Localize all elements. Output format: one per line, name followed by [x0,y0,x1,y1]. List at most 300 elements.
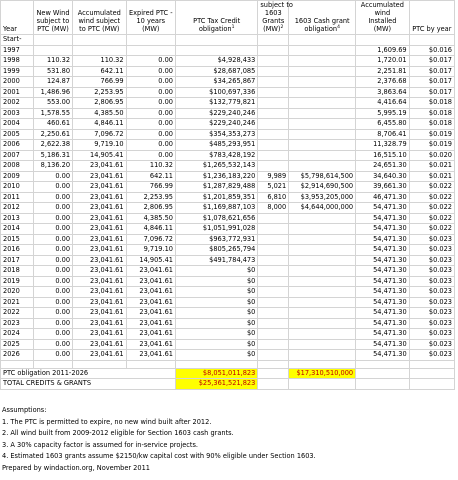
cell-installed: 6,455.80 [356,119,410,130]
cell-expired: 23,041.61 [126,297,175,308]
cell-installed: 54,471.30 [356,318,410,329]
table-row [1,66,455,77]
cell-expired: 0.00 [126,56,175,67]
cell-accumulated: 23,041.61 [73,287,127,298]
cell-ptc-obligation: $1,201,859,351 [175,192,257,203]
cell-new-wind: 0.00 [33,318,72,329]
cell-cash-grant: $2,914,690,500 [289,182,356,193]
cell-installed: 54,471.30 [356,339,410,350]
cell-cash-grant: $5,798,614,500 [289,171,356,182]
table-row [1,140,455,151]
cell-new-wind: 0.00 [33,234,72,245]
cell-installed [356,35,410,46]
empty-cell [1,360,34,368]
empty-cell [33,360,72,368]
cell-accumulated: 110.32 [73,56,127,67]
cell-grants [258,308,289,319]
cell-installed: 54,471.30 [356,266,410,277]
cell-new-wind: 0.00 [33,276,72,287]
cell-expired: 14,905.41 [126,255,175,266]
cell-cash-grant [289,276,356,287]
cell-year: 2001 [1,87,34,98]
table-row [1,224,455,235]
cell-year: 2002 [1,98,34,109]
cell-ptc-by-year: $0.017 [409,87,454,98]
table-row [1,35,455,46]
header-ptc-by-year: PTC by year [409,1,454,35]
cell-grants [258,108,289,119]
cell-ptc-obligation [175,45,257,56]
cell-ptc-obligation [175,35,257,46]
cell-new-wind: 0.00 [33,350,72,361]
cell-ptc-by-year: $0.020 [409,150,454,161]
cell-ptc-by-year: $0.023 [409,350,454,361]
cell-expired: 23,041.61 [126,276,175,287]
cell-grants [258,150,289,161]
cell-expired: 23,041.61 [126,350,175,361]
cell-ptc-obligation: $0 [175,339,257,350]
cell-expired: 4,385.50 [126,213,175,224]
cell-accumulated: 23,041.61 [73,213,127,224]
cell-ptc-by-year: $0.023 [409,287,454,298]
cell-year: 2004 [1,119,34,130]
cell-ptc-by-year: $0.023 [409,245,454,256]
cell-expired: 23,041.61 [126,308,175,319]
cell-accumulated: 23,041.61 [73,318,127,329]
cell-grants: 6,810 [258,192,289,203]
table-row [1,339,455,350]
table-row [1,255,455,266]
cell-accumulated: 7,096.72 [73,129,127,140]
cell-ptc-by-year: $0.023 [409,276,454,287]
table-row [1,266,455,277]
cell-new-wind: 8,136.20 [33,161,72,172]
empty-cell [356,360,410,368]
cell-installed: 16,515.10 [356,150,410,161]
header-grants: subject to 1603 Grants (MW)$^2$ [258,1,289,35]
cell-cash-grant [289,318,356,329]
cell-ptc-by-year: $0.019 [409,129,454,140]
cell-ptc-obligation: $0 [175,308,257,319]
cell-year: 2000 [1,77,34,88]
cell-ptc-by-year: $0.022 [409,224,454,235]
cell-accumulated: 642.11 [73,66,127,77]
cell-year: 2008 [1,161,34,172]
cell-grants [258,35,289,46]
table-row [1,108,455,119]
notes-heading: Assumptions: [2,406,47,414]
table-row [1,171,455,182]
cell-installed: 54,471.30 [356,308,410,319]
cell-installed: 1,609.69 [356,45,410,56]
cell-grants [258,234,289,245]
cell-new-wind: 0.00 [33,245,72,256]
cell-installed: 3,863.64 [356,87,410,98]
cell-cash-grant [289,234,356,245]
cell-year: 2018 [1,266,34,277]
cell-year: 1997 [1,45,34,56]
cell-year: 2023 [1,318,34,329]
cell-year: 2009 [1,171,34,182]
cell-ptc-by-year: $0.023 [409,308,454,319]
cell-grants [258,287,289,298]
cell-ptc-obligation: $1,265,532,143 [175,161,257,172]
cell-expired: 7,096.72 [126,234,175,245]
cell-accumulated: 23,041.61 [73,350,127,361]
cell-new-wind: 553.00 [33,98,72,109]
cell-expired: 0.00 [126,150,175,161]
empty-cell [73,360,127,368]
cell-grants [258,87,289,98]
cell-cash-grant [289,224,356,235]
cell-ptc-obligation: $354,353,273 [175,129,257,140]
cell-expired: 23,041.61 [126,339,175,350]
table-row [1,350,455,361]
cell-installed: 54,471.30 [356,297,410,308]
table-row [1,203,455,214]
cell-cash-grant [289,339,356,350]
cell-installed: 11,328.79 [356,140,410,151]
cell-cash-grant [289,87,356,98]
cell-new-wind: 0.00 [33,329,72,340]
cell-new-wind: 2,250.61 [33,129,72,140]
cell-ptc-by-year: $0.023 [409,339,454,350]
cell-installed: 24,651.30 [356,161,410,172]
cell-ptc-by-year: $0.016 [409,45,454,56]
cell-expired: 642.11 [126,171,175,182]
cell-installed: 8,706.41 [356,129,410,140]
cell-cash-grant [289,308,356,319]
cell-installed: 1,720.01 [356,56,410,67]
table-row [1,161,455,172]
cell-grants: 5,021 [258,182,289,193]
cell-ptc-by-year: $0.023 [409,266,454,277]
cell-grants [258,161,289,172]
cell-new-wind: 0.00 [33,308,72,319]
cell-expired: 9,719.10 [126,245,175,256]
header-row [1,1,455,35]
cell-year: 2017 [1,255,34,266]
cell-installed: 54,471.30 [356,350,410,361]
cell-expired [126,35,175,46]
cell-installed: 54,471.30 [356,329,410,340]
cell-year: 2014 [1,224,34,235]
cell-accumulated: 2,253.95 [73,87,127,98]
cell-year: 2025 [1,339,34,350]
cell-ptc-obligation: $491,784,473 [175,255,257,266]
cell-grants [258,318,289,329]
cell-ptc-by-year: $0.023 [409,318,454,329]
table-row [1,318,455,329]
cell-grants [258,77,289,88]
cell-accumulated: 2,806.95 [73,98,127,109]
cell-grants [258,66,289,77]
cell-ptc-obligation: $28,687,085 [175,66,257,77]
cell-expired: 0.00 [126,66,175,77]
cell-new-wind [33,45,72,56]
empty-cell [258,379,289,390]
empty-cell [289,360,356,368]
cell-ptc-by-year: $0.023 [409,329,454,340]
cell-year: 2003 [1,108,34,119]
cell-cash-grant [289,150,356,161]
table-row [1,129,455,140]
cell-grants [258,266,289,277]
header-cash-grant: 1603 Cash grant obligation$^4$ [289,1,356,35]
cell-ptc-by-year: $0.017 [409,77,454,88]
cell-ptc-by-year: $0.018 [409,119,454,130]
cell-ptc-by-year: $0.022 [409,213,454,224]
cell-ptc-obligation: $1,236,183,220 [175,171,257,182]
cell-installed: 54,471.30 [356,287,410,298]
cell-ptc-obligation: $0 [175,329,257,340]
cell-grants [258,245,289,256]
cell-expired: 2,806.95 [126,203,175,214]
cell-ptc-obligation: $132,779,821 [175,98,257,109]
cell-expired [126,45,175,56]
cell-accumulated: 4,385.50 [73,108,127,119]
cell-accumulated [73,35,127,46]
cell-expired: 23,041.61 [126,266,175,277]
cell-year: 2012 [1,203,34,214]
cell-year: 1998 [1,56,34,67]
ptc-obligation-label: PTC obligation 2011-2026 [1,368,176,379]
cell-new-wind: 0.00 [33,297,72,308]
cell-accumulated: 23,041.61 [73,192,127,203]
cell-cash-grant [289,297,356,308]
table-row [1,308,455,319]
cell-cash-grant: $4,644,000,000 [289,203,356,214]
table-row [1,245,455,256]
ptc-obligation-row [1,368,455,379]
cell-installed: 54,471.30 [356,245,410,256]
cell-grants [258,350,289,361]
cell-accumulated: 23,041.61 [73,224,127,235]
cell-new-wind: 0.00 [33,213,72,224]
table-row [1,87,455,98]
cell-accumulated: 23,041.61 [73,234,127,245]
cell-cash-grant [289,98,356,109]
cell-ptc-obligation: $1,169,887,103 [175,203,257,214]
cell-cash-grant [289,66,356,77]
note-line: 4. Estimated 1603 grants assume $2150/kw capital cost with 90% eligible under Section 1603. [2,452,316,460]
cell-installed: 39,661.30 [356,182,410,193]
cell-accumulated: 23,041.61 [73,329,127,340]
cell-cash-grant [289,77,356,88]
cell-accumulated: 23,041.61 [73,297,127,308]
table-row [1,119,455,130]
cell-grants [258,98,289,109]
cell-ptc-obligation: $34,265,867 [175,77,257,88]
cell-year: 2005 [1,129,34,140]
cell-cash-grant [289,287,356,298]
cell-ptc-obligation: $0 [175,350,257,361]
cell-accumulated [73,45,127,56]
cell-ptc-by-year: $0.023 [409,255,454,266]
cell-ptc-obligation: $4,928,433 [175,56,257,67]
cell-new-wind: 5,186.31 [33,150,72,161]
cell-expired: 23,041.61 [126,318,175,329]
table-row [1,192,455,203]
cell-ptc-by-year: $0.018 [409,108,454,119]
cell-ptc-by-year [409,35,454,46]
cell-ptc-obligation: $1,287,829,488 [175,182,257,193]
cell-cash-grant [289,35,356,46]
cell-ptc-obligation: $783,428,192 [175,150,257,161]
cell-grants [258,140,289,151]
cell-expired: 0.00 [126,98,175,109]
cell-expired: 0.00 [126,77,175,88]
cell-expired: 0.00 [126,108,175,119]
cell-accumulated: 23,041.61 [73,308,127,319]
cell-installed: 54,471.30 [356,203,410,214]
cell-accumulated: 23,041.61 [73,339,127,350]
cell-installed: 5,995.19 [356,108,410,119]
cell-installed: 54,471.30 [356,255,410,266]
cell-expired: 0.00 [126,129,175,140]
cell-ptc-by-year: $0.022 [409,192,454,203]
cell-accumulated: 23,041.61 [73,161,127,172]
cell-grants [258,119,289,130]
cell-cash-grant: $3,953,205,000 [289,192,356,203]
total-value: $25,361,521,823 [175,379,257,390]
cell-ptc-by-year: $0.017 [409,66,454,77]
cell-expired: 0.00 [126,119,175,130]
cell-accumulated: 23,041.61 [73,276,127,287]
empty-cell [175,360,257,368]
assumptions-notes [2,405,452,474]
cell-accumulated: 766.99 [73,77,127,88]
cell-expired: 0.00 [126,87,175,98]
cell-new-wind: 0.00 [33,266,72,277]
cell-cash-grant [289,213,356,224]
cell-cash-grant [289,329,356,340]
cell-year: 2019 [1,276,34,287]
table-row [1,276,455,287]
cell-new-wind [33,35,72,46]
cell-ptc-obligation: $0 [175,318,257,329]
cell-installed: 34,640.30 [356,171,410,182]
cell-grants [258,45,289,56]
cell-accumulated: 23,041.61 [73,245,127,256]
cell-new-wind: 0.00 [33,224,72,235]
table-row [1,77,455,88]
header-year: Year [1,1,34,35]
cell-installed: 54,471.30 [356,213,410,224]
cell-ptc-obligation: $100,697,336 [175,87,257,98]
cell-cash-grant [289,45,356,56]
cell-new-wind: 1,486.96 [33,87,72,98]
table-row [1,287,455,298]
cell-ptc-by-year: $0.022 [409,203,454,214]
cell-installed: 4,416.64 [356,98,410,109]
cell-new-wind: 124.87 [33,77,72,88]
cell-grants [258,213,289,224]
cell-installed: 2,376.68 [356,77,410,88]
cell-expired: 0.00 [126,140,175,151]
header-accumulated: Accumulated wind subject to PTC (MW) [73,1,127,35]
cell-ptc-obligation: $0 [175,297,257,308]
cell-year: 2006 [1,140,34,151]
cell-installed: 46,471.30 [356,192,410,203]
cell-year: 2015 [1,234,34,245]
empty-cell [126,360,175,368]
cell-year: 2007 [1,150,34,161]
cell-year: 1999 [1,66,34,77]
cell-ptc-obligation: $229,240,246 [175,119,257,130]
cell-cash-grant [289,350,356,361]
note-line: Prepared by windaction.org, November 2011 [2,463,150,472]
cell-accumulated: 23,041.61 [73,182,127,193]
cell-installed: 2,251.81 [356,66,410,77]
cell-expired: 4,846.11 [126,224,175,235]
cell-cash-grant [289,255,356,266]
cell-cash-grant [289,119,356,130]
cell-ptc-obligation: $1,051,991,028 [175,224,257,235]
note-line: 1. The PTC is permitted to expire, no new wind built after 2012. [2,417,212,426]
cell-accumulated: 23,041.61 [73,203,127,214]
empty-cell [356,379,410,390]
cell-new-wind: 0.00 [33,192,72,203]
empty-cell [356,368,410,379]
cell-expired: 23,041.61 [126,329,175,340]
cell-grants [258,339,289,350]
table-row [1,182,455,193]
cell-accumulated: 23,041.61 [73,255,127,266]
cell-installed: 54,471.30 [356,276,410,287]
cell-year: 2022 [1,308,34,319]
cell-ptc-by-year: $0.021 [409,161,454,172]
ptc-obligation-value: $8,051,011,823 [175,368,257,379]
total-credits-row [1,379,455,390]
cell-cash-grant [289,56,356,67]
cell-new-wind: 0.00 [33,255,72,266]
cell-installed: 54,471.30 [356,234,410,245]
empty-cell [409,360,454,368]
cell-year: 2020 [1,287,34,298]
cell-new-wind: 1,578.55 [33,108,72,119]
cell-year: 2011 [1,192,34,203]
cell-grants [258,329,289,340]
cell-year: 2016 [1,245,34,256]
cell-ptc-obligation: $963,772,931 [175,234,257,245]
cell-ptc-obligation: $0 [175,266,257,277]
cell-new-wind: 0.00 [33,203,72,214]
cash-grant-total: $17,310,510,000 [289,368,356,379]
cell-year: 2021 [1,297,34,308]
cell-year: 2026 [1,350,34,361]
cell-new-wind: 531.80 [33,66,72,77]
cell-expired: 766.99 [126,182,175,193]
cell-new-wind: 0.00 [33,171,72,182]
cell-year: 2010 [1,182,34,193]
cell-grants [258,56,289,67]
cell-ptc-by-year: $0.023 [409,234,454,245]
cell-accumulated: 4,846.11 [73,119,127,130]
table-row [1,297,455,308]
header-installed: Accumulated wind Installed (MW) [356,1,410,35]
cell-cash-grant [289,245,356,256]
table-row [1,56,455,67]
cell-grants [258,276,289,287]
cell-installed: 54,471.30 [356,224,410,235]
header-new-wind: New Wind subject to PTC (MW) [33,1,72,35]
empty-cell [409,368,454,379]
cell-new-wind: 0.00 [33,339,72,350]
cell-cash-grant [289,129,356,140]
empty-cell [409,379,454,390]
table-row [1,98,455,109]
